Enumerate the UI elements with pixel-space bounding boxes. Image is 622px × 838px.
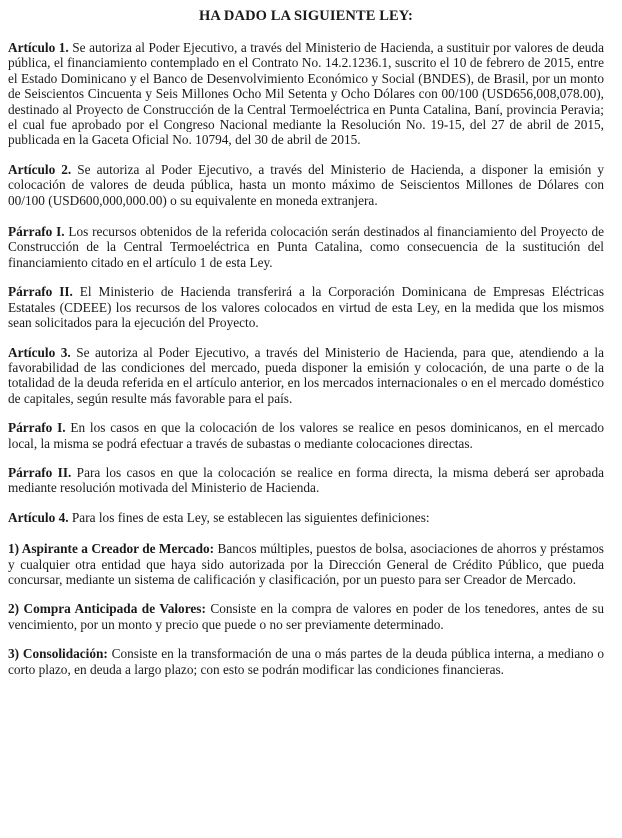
definition-1-text: Bancos múltiples, puestos de bolsa, asociaciones de ahorros y préstamos y cualquier otra entidad que haya sido autorizada por la Dirección General de Crédito Público, que pueda concursar, mediante un sistema de calificación y clasificación, por un puesto para ser Creador de Mercado. <box>8 541 604 587</box>
article-4-text: Para los fines de esta Ley, se establecen las siguientes definiciones: <box>68 509 430 525</box>
article-3-paragraph-1-label: Párrafo I. <box>8 420 66 436</box>
article-1 <box>8 40 604 148</box>
article-2-label: Artículo 2. <box>8 161 72 177</box>
definition-3-term: 3) Consolidación: <box>8 646 108 662</box>
law-heading: HA DADO LA SIGUIENTE LEY: <box>199 8 413 24</box>
article-1-text: Se autoriza al Poder Ejecutivo, a través del Ministerio de Hacienda, a sustituir por valores de deuda pública, el financiamiento contemplado en el Contrato No. 14.2.1236.1, suscrito el 10 de febrero de 2015, entre el Estado Dominicano y el Banco de Desenvolvimiento Económico y Social (BNDES), de Brasil, por un monto de Seiscientos Cincuenta y Seis Millones Ocho Mil Setenta y Ocho Dólares con 00/100 (USD656,008,078.00), destinado al Proyecto de Construcción de la Central Termoeléctrica en Punta Catalina, Baní, provincia Peravia; el cual fue aprobado por el Congreso Nacional mediante la Resolución No. 19-15, del 27 de abril de 2015, publicada en la Gaceta Oficial No. 10794, del 30 de abril de 2015. <box>8 40 604 148</box>
article-2-paragraph-2 <box>8 284 604 330</box>
article-2-paragraph-1 <box>8 224 604 270</box>
article-2-text: Se autoriza al Poder Ejecutivo, a través del Ministerio de Hacienda, a disponer la emisión y colocación de valores de deuda pública, hasta un monto máximo de Seiscientos Millones de Dólares con 00/100 (USD600,000,000.00) o su equivalente en moneda extranjera. <box>8 161 604 208</box>
definition-3 <box>8 646 604 677</box>
article-3-paragraph-1 <box>8 420 604 451</box>
definition-1 <box>8 541 604 587</box>
article-3-paragraph-1-text: En los casos en que la colocación de los valores se realice en pesos dominicanos, en el mercado local, la misma se podrá efectuar a través de subastas o mediante colocaciones directas. <box>8 420 605 451</box>
article-3-paragraph-2-label: Párrafo II. <box>8 464 72 480</box>
article-3-paragraph-2-text: Para los casos en que la colocación se realice en forma directa, la misma deberá ser aprobada mediante resolución motivada del Ministerio de Hacienda. <box>8 464 605 496</box>
definition-2-term: 2) Compra Anticipada de Valores: <box>8 601 206 617</box>
article-2-paragraph-2-text: El Ministerio de Hacienda transferirá a la Corporación Dominicana de Empresas Eléctricas Estatales (CDEEE) los recursos de los valores colocados en virtud de esta Ley, en la medida que los mismos sean solicitados para la ejecución del Proyecto. <box>8 284 604 331</box>
article-2-paragraph-1-text: Los recursos obtenidos de la referida colocación serán destinados al financiamiento del Proyecto de Construcción de la Central Termoeléctrica en Punta Catalina, como consecuencia de la sustitución del financiamiento citado en el artículo 1 de esta Ley. <box>8 224 604 270</box>
definition-2 <box>8 601 604 632</box>
article-4 <box>8 510 604 525</box>
article-2 <box>8 162 604 208</box>
article-3-label: Artículo 3. <box>8 344 71 360</box>
article-2-paragraph-1-label: Párrafo I. <box>8 224 65 240</box>
article-1-label: Artículo 1. <box>8 40 69 55</box>
definition-1-term: 1) Aspirante a Creador de Mercado: <box>8 541 215 557</box>
article-3-text: Se autoriza al Poder Ejecutivo, a través del Ministerio de Hacienda, para que, atendiendo a la favorabilidad de las condiciones del mercado, pueda disponer la emisión y colocación, de una parte o de la totalidad de la deuda referida en el artículo anterior, en los mercados internacionales o en el mercado doméstico de capitales, según resulte más favorable para el país. <box>8 344 604 406</box>
article-3-paragraph-2 <box>8 465 604 496</box>
definition-3-text: Consiste en la transformación de una o más partes de la deuda pública interna, a mediano o corto plazo, en deuda a largo plazo; con esto se podrán modificar las condiciones financieras. <box>8 646 604 677</box>
article-2-paragraph-2-label: Párrafo II. <box>8 284 73 300</box>
article-4-label: Artículo 4. <box>8 509 69 525</box>
article-3 <box>8 345 604 407</box>
definition-2-text: Consiste en la compra de valores en poder de los tenedores, antes de su vencimiento, por un monto y precio que puede o no ser previamente determinado. <box>8 601 605 632</box>
